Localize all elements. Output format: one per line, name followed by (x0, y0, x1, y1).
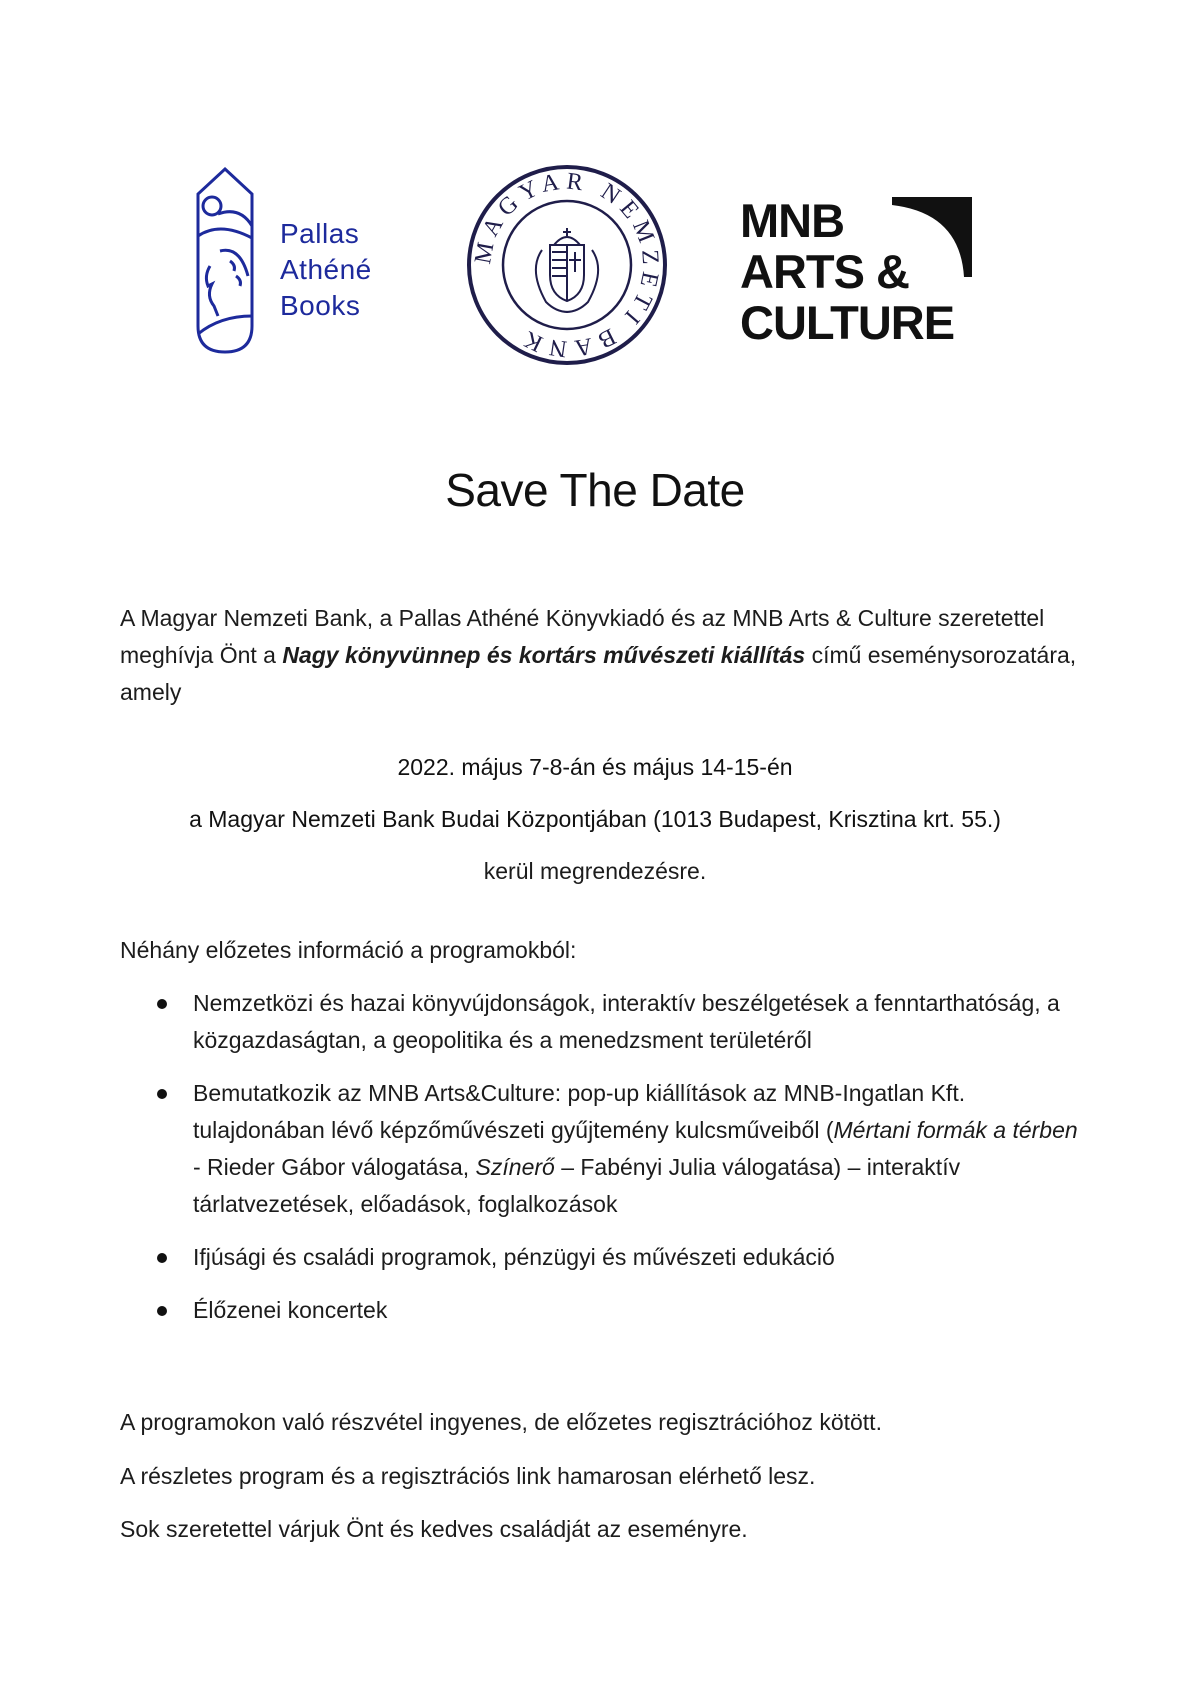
arts-line-1: MNB (740, 194, 845, 247)
mnb-seal (462, 160, 672, 370)
athena-owl-icon (190, 166, 260, 356)
bullet-icon (157, 999, 167, 1009)
pallas-line-1: Pallas (280, 218, 360, 249)
bullet-icon (157, 1089, 167, 1099)
exhibition-title-1: Mértani formák a térben (833, 1117, 1078, 1143)
coat-of-arms-icon (536, 228, 598, 312)
seal-ring-text: MAGYAR NEMZETI BANK (470, 168, 664, 362)
arts-line-3: CULTURE (740, 296, 955, 349)
pallas-line-2: Athéné (280, 254, 372, 285)
arts-line-2: ARTS & (740, 245, 909, 298)
programs-intro: Néhány előzetes információ a programokból: (120, 937, 577, 963)
closing-text: Sok szeretettel várjuk Önt és kedves családját az eseményre. (120, 1516, 748, 1542)
bullet-icon (157, 1253, 167, 1263)
program-text: Ifjúsági és családi programok, pénzügyi és művészeti edukáció (193, 1244, 835, 1270)
program-text: – Fabényi Julia válogatása) – interaktív tárlatvezetések, előadások, foglalkozások (193, 1154, 961, 1217)
list-item (155, 1292, 1085, 1329)
event-venue: a Magyar Nemzeti Bank Budai Központjában (1013 Budapest, Krisztina krt. 55.) (189, 806, 1001, 832)
event-name: Nagy könyvünnep és kortárs művészeti kiállítás (282, 642, 806, 668)
intro-paragraph (120, 600, 1080, 711)
note-link: A részletes program és a regisztrációs link hamarosan elérhető lesz. (120, 1463, 816, 1489)
list-item (155, 1075, 1085, 1223)
mnb-arts-culture-logo (740, 195, 980, 355)
mnb-seal-logo (462, 160, 672, 370)
pallas-wordmark (280, 216, 372, 324)
intro-text-1: A Magyar Nemzeti Bank, a Pallas Athéné Könyvkiadó és az MNB Arts & Culture szeretettel meghívja Önt a (120, 605, 1045, 668)
note-free: A programokon való részvétel ingyenes, de előzetes regisztrációhoz kötött. (120, 1409, 882, 1435)
event-held: kerül megrendezésre. (483, 858, 707, 884)
corner-mark-icon (892, 197, 972, 277)
intro-text-2: című eseménysorozatára, amely (120, 642, 1077, 705)
pallas-athene-books-logo (190, 166, 400, 366)
bullet-icon (157, 1306, 167, 1316)
exhibition-title-2: Színerő (475, 1154, 555, 1180)
program-text: Élőzenei koncertek (193, 1297, 388, 1323)
event-dates: 2022. május 7-8-án és május 14-15-én (397, 754, 793, 780)
pallas-line-3: Books (280, 290, 361, 321)
list-item (155, 1239, 1085, 1276)
program-text: Bemutatkozik az MNB Arts&Culture: pop-up kiállítások az MNB-Ingatlan Kft. tulajdonában lévő képzőművészeti gyűjtemény kulcsműveiből ( (193, 1080, 966, 1143)
list-item (155, 985, 1085, 1059)
logo-bar (0, 150, 1190, 370)
page-title: Save The Date (445, 464, 745, 516)
program-list (155, 985, 1085, 1345)
program-text: - Rieder Gábor válogatása, (193, 1154, 476, 1180)
program-text: Nemzetközi és hazai könyvújdonságok, interaktív beszélgetések a fenntarthatóság, a közgazdaságtan, a geopolitika és a menedzsment területéről (193, 990, 1060, 1053)
